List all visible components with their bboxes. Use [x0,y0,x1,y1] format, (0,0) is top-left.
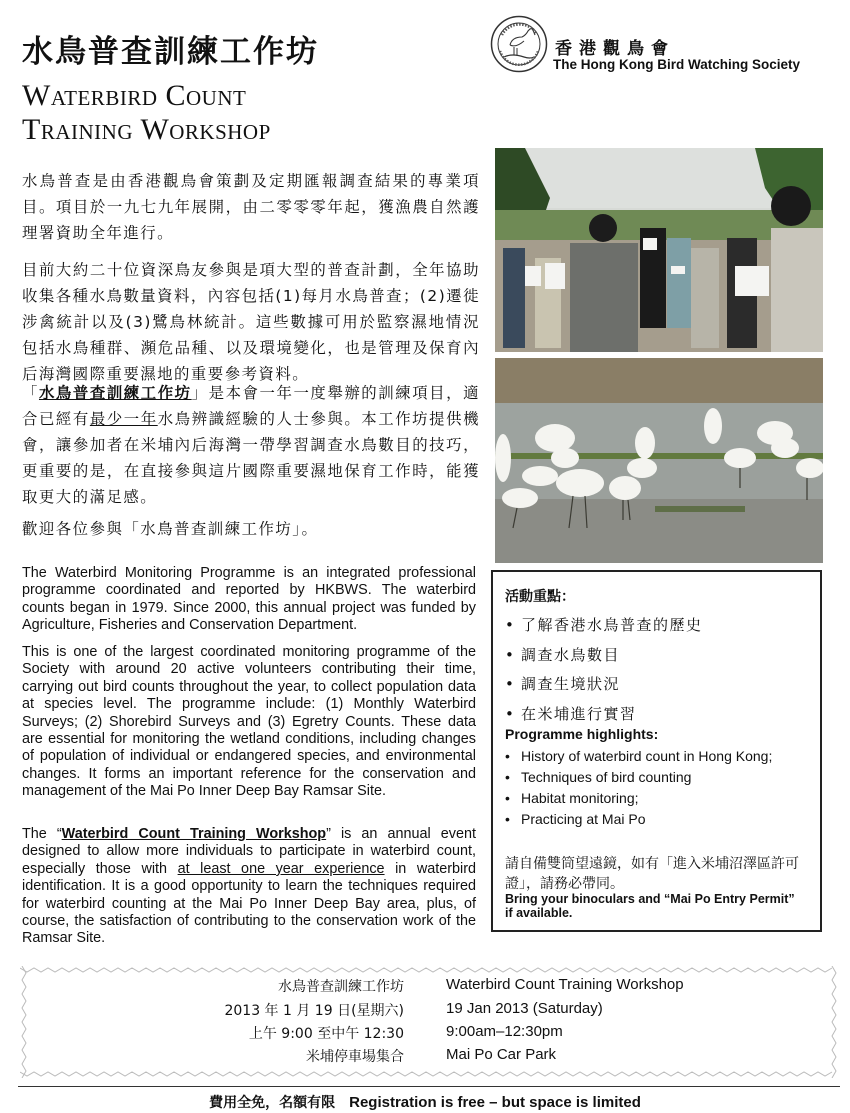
event-details-box [20,966,838,1078]
highlights-list-en [505,748,772,832]
highlight-item-en: • Techniques of bird counting [505,769,772,790]
para3-en-a: The “ [22,826,62,842]
event-location-en: Mai Po Car Park [446,1046,557,1063]
intro-zh-para2: 目前大約二十位資深鳥友參與是項大型的普查計劃，全年協助收集各種水鳥數量資料，內容包括(1)每月水鳥普查；(2)遷徙涉禽統計以及(3)鷺鳥林統計。這些數據可用於監察濕地情況包括水鳥種群、瀕危品種、以及環境變化，也是管理及保育內后海灣國際重要濕地的重要參考資料。 [22,261,480,383]
para3-text-a: 」是本會一年一度舉辦的訓練項目，適合已經有 [22,384,480,428]
highlight-item-zh: • 調查水鳥數目 [505,644,703,674]
org-name-zh: 香港觀鳥會 [555,39,675,59]
event-time-zh: 上午 9:00 至中午 12:30 [248,1026,404,1042]
workshop-name-zh: 水鳥普查訓練工作坊 [38,384,192,402]
highlights-title-en: Programme highlights: [505,726,659,742]
highlight-item-zh: • 了解香港水鳥普查的歷史 [505,614,703,644]
highlight-item-en: • Habitat monitoring; [505,790,772,811]
highlights-box [491,570,822,932]
intro-en-para3 [22,826,476,948]
para3-text-b: 水鳥辨識經驗的人士參與。本工作坊提供機會，讓參加者在米埔內后海灣一帶學習調查水鳥數目的技巧，更重要的是，在直接參與這片國際重要濕地保育工作時，能獲取更大的滿足感。 [22,410,480,506]
zigzag-border [20,966,838,1078]
para3-en-b: ” is an annual event designed to allow more individuals to participate in waterbird count, especially those with [22,826,476,877]
event-time-en: 9:00am–12:30pm [446,1023,563,1040]
event-date-zh: 2013 年 1 月 19 日(星期六) [224,1003,404,1019]
title-en-line1: Waterbird Count [22,79,247,112]
event-name-zh: 水鳥普查訓練工作坊 [278,979,404,995]
event-location-zh: 米埔停車場集合 [306,1049,404,1065]
highlight-item-zh: • 調查生境狀況 [505,673,703,703]
intro-en-para1: The Waterbird Monitoring Programme is an integrated professional programme coordinated and reported by HKBWS. The waterbird counts began in 1979. Since 2000, this annual project was funded by Agriculture, Fisheries and Conservation Department. [22,565,476,634]
highlight-item-en: • Practicing at Mai Po [505,811,772,832]
quote-open: 「 [22,384,39,402]
highlights-title-zh: 活動重點： [505,589,575,605]
workshop-name-en: Waterbird Count Training Workshop [61,826,327,842]
intro-zh-para4: 歡迎各位參與「水鳥普查訓練工作坊」。 [22,520,319,538]
highlight-item-en: • History of waterbird count in Hong Kong; [505,748,772,769]
para3-en-c: in waterbird identification. It is a good opportunity to learn the techniques required for waterbird counting at the Mai Po Inner Deep Bay area, plus, of course, the satisfaction of contributing to the conservation work of the Ramsar Site. [22,860,477,947]
footer-divider [18,1086,840,1087]
intro-en-para2: This is one of the largest coordinated monitoring programme of the Society with around 20 active volunteers contributing their time, carrying out bird counts throughout the year, to collect population data at species level. The programme include: (1) Monthly Waterbird Surveys; (2) Shorebird Surveys and (3) Egretry Counts. These data are essential for monitoring the wetland conditions, including changes of population of individual or endangered species, and environmental changes. It forms an important reference for the conservation and management of the Mai Po Inner Deep Bay Ramsar Site. [22,644,476,800]
title-zh: 水鳥普查訓練工作坊 [22,34,319,70]
registration-note-en: Registration is free – but space is limited [349,1094,641,1111]
group-of-birdwatchers-photo [495,148,823,352]
highlight-item-zh: • 在米埔進行實習 [505,703,703,733]
egret-seal-logo-icon [490,15,548,73]
registration-note [0,1092,850,1112]
event-name-en: Waterbird Count Training Workshop [446,976,684,993]
highlights-list-zh [505,614,703,732]
org-name-en: The Hong Kong Bird Watching Society [553,57,800,72]
registration-note-zh: 費用全免，名額有限 [209,1095,336,1111]
intro-zh-para3 [22,380,480,510]
binoculars-note-en: Bring your binoculars and “Mai Po Entry Permit” if available. [505,892,795,920]
intro-zh-para1: 水鳥普查是由香港觀鳥會策劃及定期匯報調查結果的專業項目。項目於一九七九年展開，由二零零零年起，獲漁農自然護理署資助全年進行。 [22,172,480,242]
egrets-on-mudflat-photo [495,358,823,563]
title-en-line2: Training Workshop [22,113,271,146]
min-experience-en: at least one year experience [177,860,385,877]
event-date-en: 19 Jan 2013 (Saturday) [446,1000,603,1017]
binoculars-note-zh: 請自備雙筒望遠鏡，如有「進入米埔沼澤區許可證」，請務必帶同。 [505,856,799,892]
min-experience-zh: 最少一年 [89,410,158,428]
